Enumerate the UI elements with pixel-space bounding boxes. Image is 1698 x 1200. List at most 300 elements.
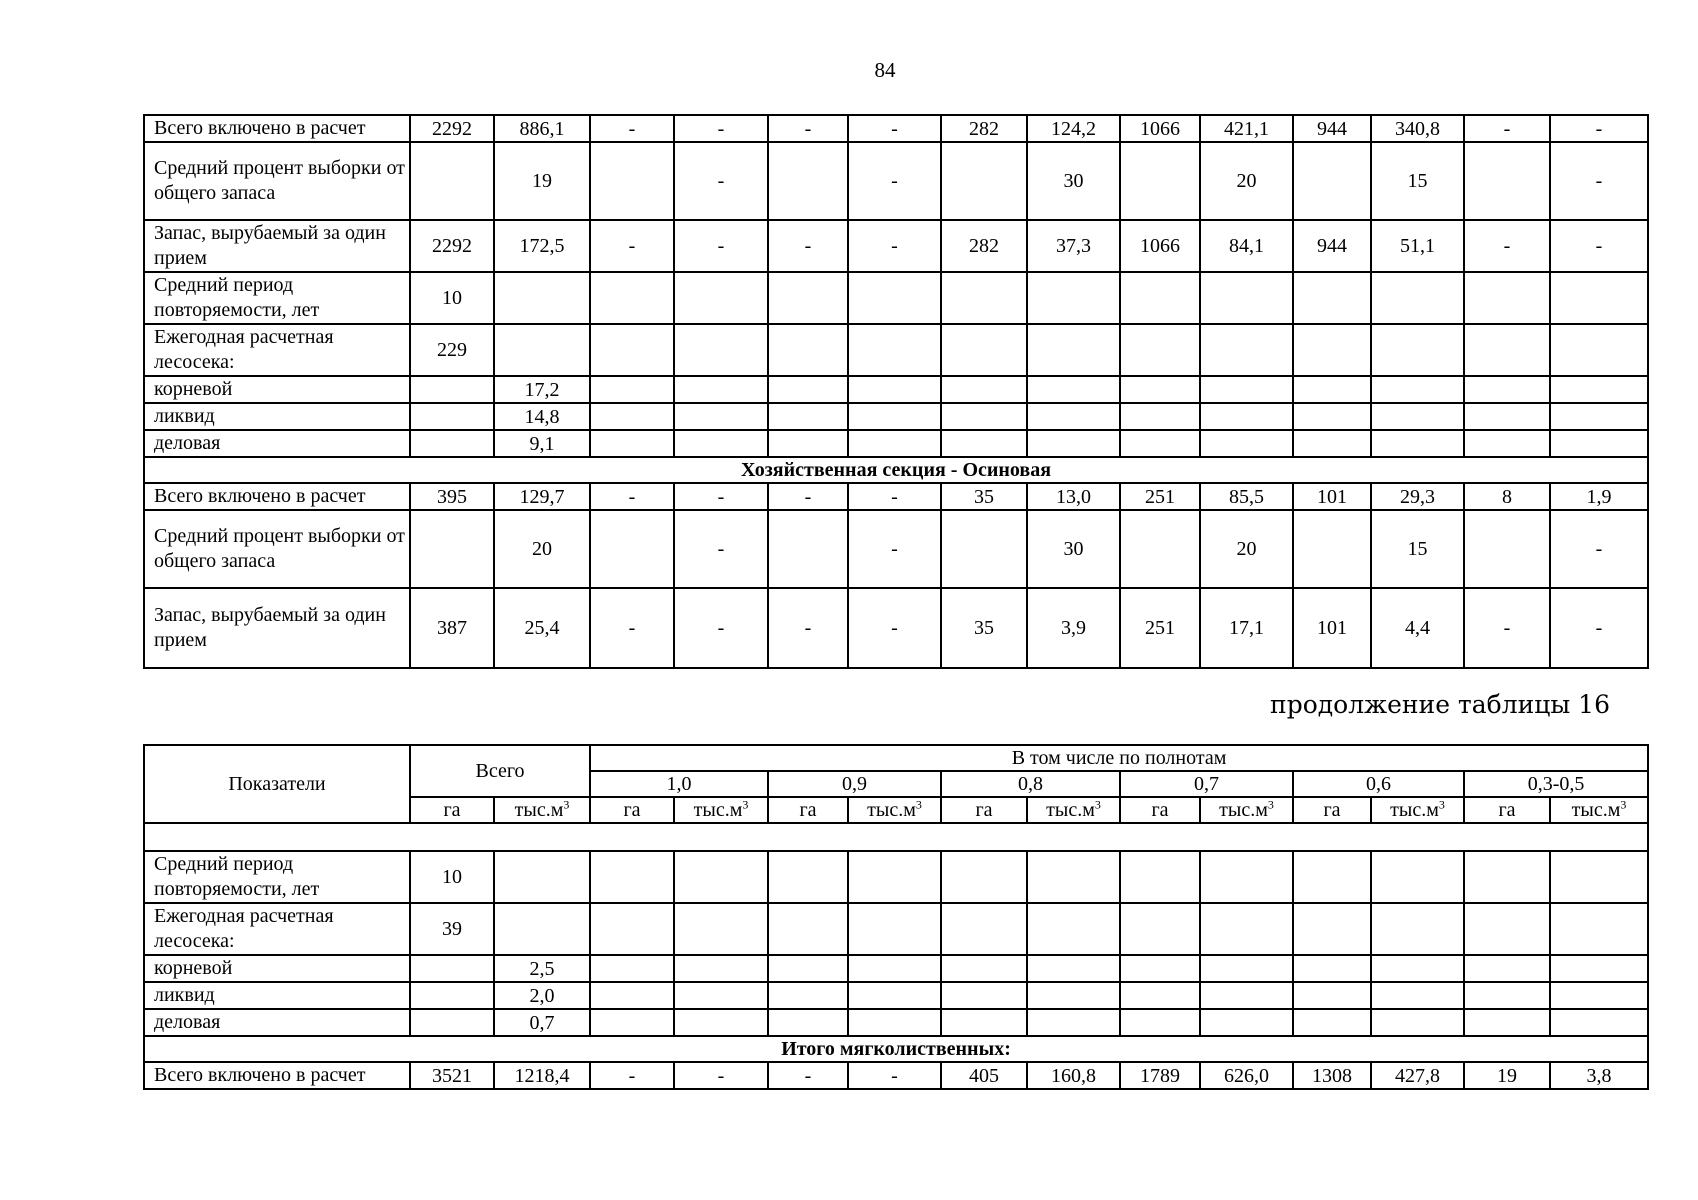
table-cell <box>941 982 1027 1009</box>
row-label: Ежегодная расчетная лесосека: <box>144 324 410 376</box>
spacer-row <box>144 823 1648 851</box>
table-cell: 2292 <box>410 115 494 142</box>
table-cell <box>410 376 494 403</box>
unit-volume-label: тыс.м <box>867 799 916 821</box>
unit-area-header: га <box>768 797 848 823</box>
table-cell <box>1371 1009 1464 1036</box>
table-cell: 10 <box>410 851 494 903</box>
table-cell: 13,0 <box>1027 483 1120 510</box>
table-cell: 160,8 <box>1027 1062 1120 1089</box>
table-cell <box>848 430 941 457</box>
unit-area-header: га <box>1464 797 1550 823</box>
table-cell <box>848 403 941 430</box>
table-cell: - <box>674 142 768 220</box>
unit-volume-label: тыс.м <box>1390 799 1439 821</box>
table-cell: 340,8 <box>1371 115 1464 142</box>
table-cell <box>768 430 848 457</box>
table-cell: 84,1 <box>1200 220 1293 272</box>
table-cell: 886,1 <box>494 115 590 142</box>
table-cell <box>1464 1009 1550 1036</box>
table-cell <box>590 142 674 220</box>
table-cell <box>1293 142 1371 220</box>
table-cell <box>1550 376 1648 403</box>
forest-table-part-1 <box>143 114 1649 669</box>
table-cell <box>1200 955 1293 982</box>
table-cell <box>1200 324 1293 376</box>
table-row <box>144 851 1648 903</box>
table-cell <box>1200 376 1293 403</box>
table-cell <box>941 324 1027 376</box>
table-cell <box>1293 324 1371 376</box>
table-cell: 229 <box>410 324 494 376</box>
table-cell <box>1550 430 1648 457</box>
row-label: Ежегодная расчетная лесосека: <box>144 903 410 955</box>
table-cell <box>1027 324 1120 376</box>
table-cell <box>590 510 674 588</box>
table-cell: 15 <box>1371 142 1464 220</box>
table-cell <box>1293 272 1371 324</box>
row-label: Запас, вырубаемый за один прием <box>144 588 410 668</box>
table-cell: 10 <box>410 272 494 324</box>
table-cell <box>848 903 941 955</box>
density-header: 0,9 <box>768 771 941 797</box>
section-title: Итого мягколиственных: <box>144 1036 1648 1062</box>
table-cell <box>1371 430 1464 457</box>
table-cell: 9,1 <box>494 430 590 457</box>
table-cell <box>674 851 768 903</box>
table-row <box>144 588 1648 668</box>
table1-body-2 <box>144 483 1648 668</box>
unit-volume-exponent: 3 <box>1438 797 1445 812</box>
table-cell: 1218,4 <box>494 1062 590 1089</box>
table-cell: 1,9 <box>1550 483 1648 510</box>
unit-area-header: га <box>410 797 494 823</box>
table2-body-2 <box>144 1062 1648 1089</box>
table-cell <box>941 142 1027 220</box>
table-cell <box>768 142 848 220</box>
table-caption: продолжение таблицы 16 <box>1270 690 1610 719</box>
table-cell <box>1120 142 1200 220</box>
table-cell <box>1120 403 1200 430</box>
table-cell <box>1200 982 1293 1009</box>
table-cell <box>1200 903 1293 955</box>
table-cell: 251 <box>1120 483 1200 510</box>
section-title: Хозяйственная секция - Осиновая <box>144 457 1648 483</box>
table-cell <box>410 430 494 457</box>
unit-volume-label: тыс.м <box>1571 799 1621 821</box>
row-label: ликвид <box>144 982 410 1009</box>
unit-area-header: га <box>1120 797 1200 823</box>
table-cell: 30 <box>1027 142 1120 220</box>
density-header: 0,8 <box>941 771 1120 797</box>
table-cell: - <box>848 1062 941 1089</box>
unit-area-header: га <box>1293 797 1371 823</box>
table-cell: 0,7 <box>494 1009 590 1036</box>
table-cell: 25,4 <box>494 588 590 668</box>
table-cell <box>768 324 848 376</box>
table-cell <box>1550 851 1648 903</box>
table-cell: 19 <box>1464 1062 1550 1089</box>
header-by-density: В том числе по полнотам <box>590 745 1648 771</box>
table-cell <box>848 1009 941 1036</box>
table-cell <box>1120 376 1200 403</box>
table-cell: - <box>848 588 941 668</box>
table-cell: - <box>768 1062 848 1089</box>
table-cell <box>1464 272 1550 324</box>
table-cell: 395 <box>410 483 494 510</box>
unit-volume-exponent: 3 <box>1094 797 1101 812</box>
section-row <box>144 1036 1648 1062</box>
table-cell: 8 <box>1464 483 1550 510</box>
table-cell <box>941 376 1027 403</box>
table-cell <box>768 982 848 1009</box>
table-cell: 3,8 <box>1550 1062 1648 1089</box>
table-cell: 19 <box>494 142 590 220</box>
table-cell <box>1027 955 1120 982</box>
table-cell <box>494 903 590 955</box>
table-cell: - <box>674 483 768 510</box>
row-label: Всего включено в расчет <box>144 115 410 142</box>
table-cell: 172,5 <box>494 220 590 272</box>
table-cell <box>1027 272 1120 324</box>
table-cell: 20 <box>1200 510 1293 588</box>
table-cell: - <box>1550 142 1648 220</box>
table-cell: 1789 <box>1120 1062 1200 1089</box>
table-cell <box>1027 903 1120 955</box>
table-cell <box>941 903 1027 955</box>
table-cell <box>768 510 848 588</box>
table-cell: - <box>1550 115 1648 142</box>
table-cell: - <box>768 115 848 142</box>
table-cell <box>768 955 848 982</box>
table-cell <box>768 903 848 955</box>
table-row <box>144 1009 1648 1036</box>
table-cell: 427,8 <box>1371 1062 1464 1089</box>
unit-volume-header <box>1027 797 1120 823</box>
unit-volume-label: тыс.м <box>1219 799 1268 821</box>
table-cell <box>1293 903 1371 955</box>
table-cell <box>1464 403 1550 430</box>
table-cell <box>1550 903 1648 955</box>
table-cell <box>674 272 768 324</box>
table-row <box>144 982 1648 1009</box>
table-cell <box>768 272 848 324</box>
table-cell: 1066 <box>1120 115 1200 142</box>
row-label: Средний период повторяемости, лет <box>144 272 410 324</box>
table-cell: - <box>674 1062 768 1089</box>
table-cell <box>1371 272 1464 324</box>
row-label: Всего включено в расчет <box>144 483 410 510</box>
table-row <box>144 376 1648 403</box>
table-cell: 101 <box>1293 483 1371 510</box>
table-cell <box>1120 430 1200 457</box>
table-cell: 405 <box>941 1062 1027 1089</box>
table-cell <box>1464 903 1550 955</box>
table1-body <box>144 115 1648 457</box>
table-cell <box>1371 324 1464 376</box>
table-cell <box>1464 142 1550 220</box>
table-cell <box>941 510 1027 588</box>
table-cell: 2,0 <box>494 982 590 1009</box>
table-cell <box>1120 982 1200 1009</box>
table-cell: - <box>674 510 768 588</box>
table-cell <box>494 324 590 376</box>
table-cell: 3,9 <box>1027 588 1120 668</box>
table-cell: - <box>590 115 674 142</box>
table-cell <box>590 376 674 403</box>
table-cell: 129,7 <box>494 483 590 510</box>
table-cell: 29,3 <box>1371 483 1464 510</box>
table-cell <box>1371 403 1464 430</box>
row-label: Запас, вырубаемый за один прием <box>144 220 410 272</box>
table-cell: 2292 <box>410 220 494 272</box>
table-cell <box>941 851 1027 903</box>
row-label: деловая <box>144 430 410 457</box>
table-cell: 944 <box>1293 220 1371 272</box>
page-number: 84 <box>874 58 896 82</box>
table-cell <box>1293 851 1371 903</box>
row-label: ликвид <box>144 403 410 430</box>
table-cell <box>768 851 848 903</box>
table-cell <box>848 851 941 903</box>
table-cell: - <box>590 220 674 272</box>
table-cell <box>768 403 848 430</box>
table-cell <box>410 142 494 220</box>
table-cell <box>941 403 1027 430</box>
table-cell <box>1550 324 1648 376</box>
table-cell <box>674 403 768 430</box>
table-cell: - <box>1464 115 1550 142</box>
table-cell <box>1027 1009 1120 1036</box>
table-cell <box>1200 851 1293 903</box>
table-cell <box>410 1009 494 1036</box>
table-cell: 51,1 <box>1371 220 1464 272</box>
table-cell: - <box>1550 220 1648 272</box>
unit-volume-label: тыс.м <box>1046 799 1095 821</box>
table-cell <box>1027 430 1120 457</box>
table-cell <box>1464 955 1550 982</box>
table-cell <box>410 403 494 430</box>
table-cell <box>1027 982 1120 1009</box>
table-row <box>144 483 1648 510</box>
table-cell: 2,5 <box>494 955 590 982</box>
table-cell <box>1200 430 1293 457</box>
table-cell <box>848 376 941 403</box>
table-cell <box>941 1009 1027 1036</box>
table-row <box>144 324 1648 376</box>
table-cell: - <box>848 510 941 588</box>
table-cell: 20 <box>1200 142 1293 220</box>
table-cell <box>410 510 494 588</box>
unit-volume-exponent: 3 <box>1267 797 1274 812</box>
unit-volume-label: тыс.м <box>514 799 564 821</box>
table-cell: - <box>1464 588 1550 668</box>
table-cell <box>1027 403 1120 430</box>
density-header: 1,0 <box>590 771 768 797</box>
table-cell <box>590 903 674 955</box>
table-cell <box>590 1009 674 1036</box>
table-cell: - <box>1550 588 1648 668</box>
table-cell <box>941 430 1027 457</box>
table-cell <box>768 1009 848 1036</box>
row-label: Всего включено в расчет <box>144 1062 410 1089</box>
table-cell <box>1371 851 1464 903</box>
table-cell <box>1550 1009 1648 1036</box>
table-cell: 20 <box>494 510 590 588</box>
table-cell <box>1293 982 1371 1009</box>
unit-volume-exponent: 3 <box>563 797 570 812</box>
table-cell <box>1550 982 1648 1009</box>
table-cell: - <box>768 588 848 668</box>
table-cell <box>674 376 768 403</box>
density-header: 0,3-0,5 <box>1464 771 1648 797</box>
density-header: 0,6 <box>1293 771 1464 797</box>
table-cell <box>1200 272 1293 324</box>
row-label: Средний процент выборки от общего запаса <box>144 510 410 588</box>
table-cell <box>674 1009 768 1036</box>
table-cell <box>410 982 494 1009</box>
table-cell: - <box>848 142 941 220</box>
row-label: деловая <box>144 1009 410 1036</box>
table-cell: 39 <box>410 903 494 955</box>
table-cell <box>590 324 674 376</box>
table-cell: 35 <box>941 588 1027 668</box>
table-cell: - <box>768 483 848 510</box>
unit-volume-header <box>1371 797 1464 823</box>
table-cell <box>1293 510 1371 588</box>
table-cell <box>848 324 941 376</box>
table-cell: - <box>848 115 941 142</box>
table-cell <box>1120 851 1200 903</box>
table-cell <box>1293 376 1371 403</box>
unit-volume-label: тыс.м <box>693 799 743 821</box>
table-cell <box>1027 851 1120 903</box>
table-cell <box>410 955 494 982</box>
row-label: Средний процент выборки от общего запаса <box>144 142 410 220</box>
table-cell <box>1120 510 1200 588</box>
table-cell: - <box>1464 220 1550 272</box>
table-cell <box>1293 955 1371 982</box>
row-label: Средний период повторяемости, лет <box>144 851 410 903</box>
table-cell <box>494 851 590 903</box>
table-row <box>144 272 1648 324</box>
table-cell <box>674 955 768 982</box>
table-cell <box>768 376 848 403</box>
table-cell: 35 <box>941 483 1027 510</box>
table-cell: 17,2 <box>494 376 590 403</box>
unit-area-header: га <box>941 797 1027 823</box>
table-cell: - <box>590 588 674 668</box>
table-cell <box>848 982 941 1009</box>
table-cell <box>590 403 674 430</box>
table-cell <box>1464 324 1550 376</box>
table-cell <box>848 272 941 324</box>
table-cell <box>1464 982 1550 1009</box>
unit-volume-header <box>1200 797 1293 823</box>
table-cell <box>590 851 674 903</box>
table-row <box>144 510 1648 588</box>
table-cell <box>674 903 768 955</box>
table-cell: 17,1 <box>1200 588 1293 668</box>
table-cell <box>590 272 674 324</box>
table-cell <box>1293 1009 1371 1036</box>
table-cell <box>1371 955 1464 982</box>
row-label: корневой <box>144 376 410 403</box>
table-cell: 282 <box>941 220 1027 272</box>
unit-volume-exponent: 3 <box>742 797 749 812</box>
table-row <box>144 220 1648 272</box>
table-cell: - <box>674 220 768 272</box>
table-cell: 421,1 <box>1200 115 1293 142</box>
unit-volume-header <box>494 797 590 823</box>
table-cell <box>590 955 674 982</box>
table-cell: - <box>590 483 674 510</box>
unit-area-header: га <box>590 797 674 823</box>
table-cell: 251 <box>1120 588 1200 668</box>
table-cell <box>1550 955 1648 982</box>
table-cell <box>1120 324 1200 376</box>
table-cell <box>1120 1009 1200 1036</box>
table-cell: 1066 <box>1120 220 1200 272</box>
table-cell <box>674 430 768 457</box>
table-cell <box>1120 272 1200 324</box>
table-cell: 282 <box>941 115 1027 142</box>
header-total: Всего <box>410 745 590 797</box>
unit-volume-exponent: 3 <box>1620 797 1627 812</box>
table-cell: - <box>768 220 848 272</box>
table-row <box>144 142 1648 220</box>
section-row <box>144 457 1648 483</box>
table-cell: 944 <box>1293 115 1371 142</box>
table-cell: 37,3 <box>1027 220 1120 272</box>
header-indicator: Показатели <box>144 745 410 823</box>
table-cell <box>1550 403 1648 430</box>
table-cell <box>494 272 590 324</box>
table-cell <box>590 430 674 457</box>
table-cell <box>1120 955 1200 982</box>
unit-volume-header <box>1550 797 1648 823</box>
table-cell: - <box>848 220 941 272</box>
table-cell: - <box>590 1062 674 1089</box>
table-row <box>144 955 1648 982</box>
table-cell <box>1293 430 1371 457</box>
table2-body <box>144 851 1648 1036</box>
unit-volume-exponent: 3 <box>915 797 922 812</box>
unit-volume-header <box>848 797 941 823</box>
forest-table-part-2 <box>143 744 1649 1090</box>
table-cell <box>1200 1009 1293 1036</box>
unit-volume-header <box>674 797 768 823</box>
table-cell <box>1464 430 1550 457</box>
table-cell: 85,5 <box>1200 483 1293 510</box>
table-cell: 387 <box>410 588 494 668</box>
table-row <box>144 903 1648 955</box>
table-cell <box>848 955 941 982</box>
table-cell: 3521 <box>410 1062 494 1089</box>
table-row <box>144 430 1648 457</box>
table-cell <box>1464 851 1550 903</box>
table-row <box>144 115 1648 142</box>
table-cell <box>1120 903 1200 955</box>
table-cell <box>1371 903 1464 955</box>
table-row <box>144 1062 1648 1089</box>
table-cell: 30 <box>1027 510 1120 588</box>
table-row <box>144 403 1648 430</box>
table-cell <box>1464 376 1550 403</box>
table-cell: 4,4 <box>1371 588 1464 668</box>
density-header: 0,7 <box>1120 771 1293 797</box>
table-cell <box>1371 982 1464 1009</box>
